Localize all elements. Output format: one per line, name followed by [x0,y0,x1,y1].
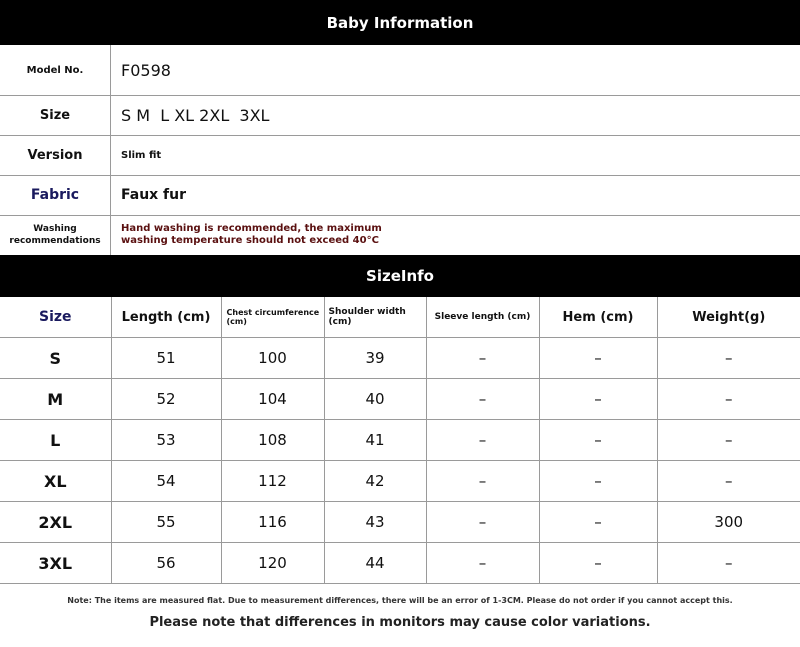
length-cell: 54 [111,461,221,502]
info-row-model [0,45,800,96]
sleeve-cell: – [426,420,539,461]
length-cell: 56 [111,543,221,584]
header-title: Baby Information [326,13,474,32]
info-row-fabric [0,175,800,216]
size-cell: 2XL [0,502,111,543]
model-value: F0598 [121,60,171,80]
size-cell: S [0,338,111,379]
version-label: Version [0,135,111,175]
size-cell: M [0,379,111,420]
table-row [0,379,800,420]
col-header-sleeve: Sleeve length (cm) [426,297,539,338]
shoulder-cell: 42 [324,461,426,502]
length-cell: 52 [111,379,221,420]
size-table-header-row [0,297,800,338]
washing-value: Hand washing is recommended, the maximum washing temperature should not exceed 40°C [121,223,382,246]
size-info-header [0,255,800,297]
fabric-value: Faux fur [121,187,187,203]
length-cell: 53 [111,420,221,461]
table-row [0,420,800,461]
table-row [0,502,800,543]
sleeve-cell: – [426,338,539,379]
size-cell: 3XL [0,543,111,584]
shoulder-cell: 43 [324,502,426,543]
col-header-shoulder: Shoulder width (cm) [324,297,426,338]
col-header-size: Size [0,297,111,338]
weight-cell: – [657,338,800,379]
col-header-weight: Weight(g) [657,297,800,338]
hem-cell: – [539,338,657,379]
hem-cell: – [539,420,657,461]
length-cell: 55 [111,502,221,543]
shoulder-cell: 40 [324,379,426,420]
hem-cell: – [539,502,657,543]
chest-cell: 104 [221,379,324,420]
chest-cell: 112 [221,461,324,502]
shoulder-cell: 41 [324,420,426,461]
table-row [0,461,800,502]
sleeve-cell: – [426,461,539,502]
color-variation-note: Please note that differences in monitors may cause color variations. [149,615,651,630]
sleeve-cell: – [426,543,539,584]
shoulder-cell: 39 [324,338,426,379]
sleeve-cell: – [426,379,539,420]
version-value: Slim fit [121,149,162,161]
length-cell: 51 [111,338,221,379]
weight-cell: – [657,461,800,502]
hem-cell: – [539,379,657,420]
col-header-chest: Chest circumference (cm) [221,297,324,338]
size-cell: L [0,420,111,461]
table-row [0,543,800,584]
shoulder-cell: 44 [324,543,426,584]
weight-cell: – [657,379,800,420]
table-row [0,338,800,379]
baby-information-header [0,0,800,45]
chest-cell: 116 [221,502,324,543]
weight-cell: – [657,543,800,584]
hem-cell: – [539,461,657,502]
size-info-title: SizeInfo [366,267,434,285]
weight-cell: – [657,420,800,461]
chest-cell: 100 [221,338,324,379]
chest-cell: 120 [221,543,324,584]
hem-cell: – [539,543,657,584]
info-row-version [0,135,800,176]
measurement-note: Note: The items are measured flat. Due to measurement differences, there will be an error of 1-3CM. Please do not order if you cannot accept this. [67,596,733,605]
size-label: Size [0,95,111,135]
size-cell: XL [0,461,111,502]
size-value: S M L XL 2XL 3XL [121,105,270,125]
info-row-washing [0,215,800,255]
model-label: Model No. [0,45,111,95]
weight-cell: 300 [657,502,800,543]
col-header-hem: Hem (cm) [539,297,657,338]
sleeve-cell: – [426,502,539,543]
chest-cell: 108 [221,420,324,461]
fabric-label: Fabric [0,175,111,215]
size-table [0,297,800,584]
col-header-length: Length (cm) [111,297,221,338]
washing-label: Washing recommendations [0,215,111,255]
info-row-size [0,95,800,136]
